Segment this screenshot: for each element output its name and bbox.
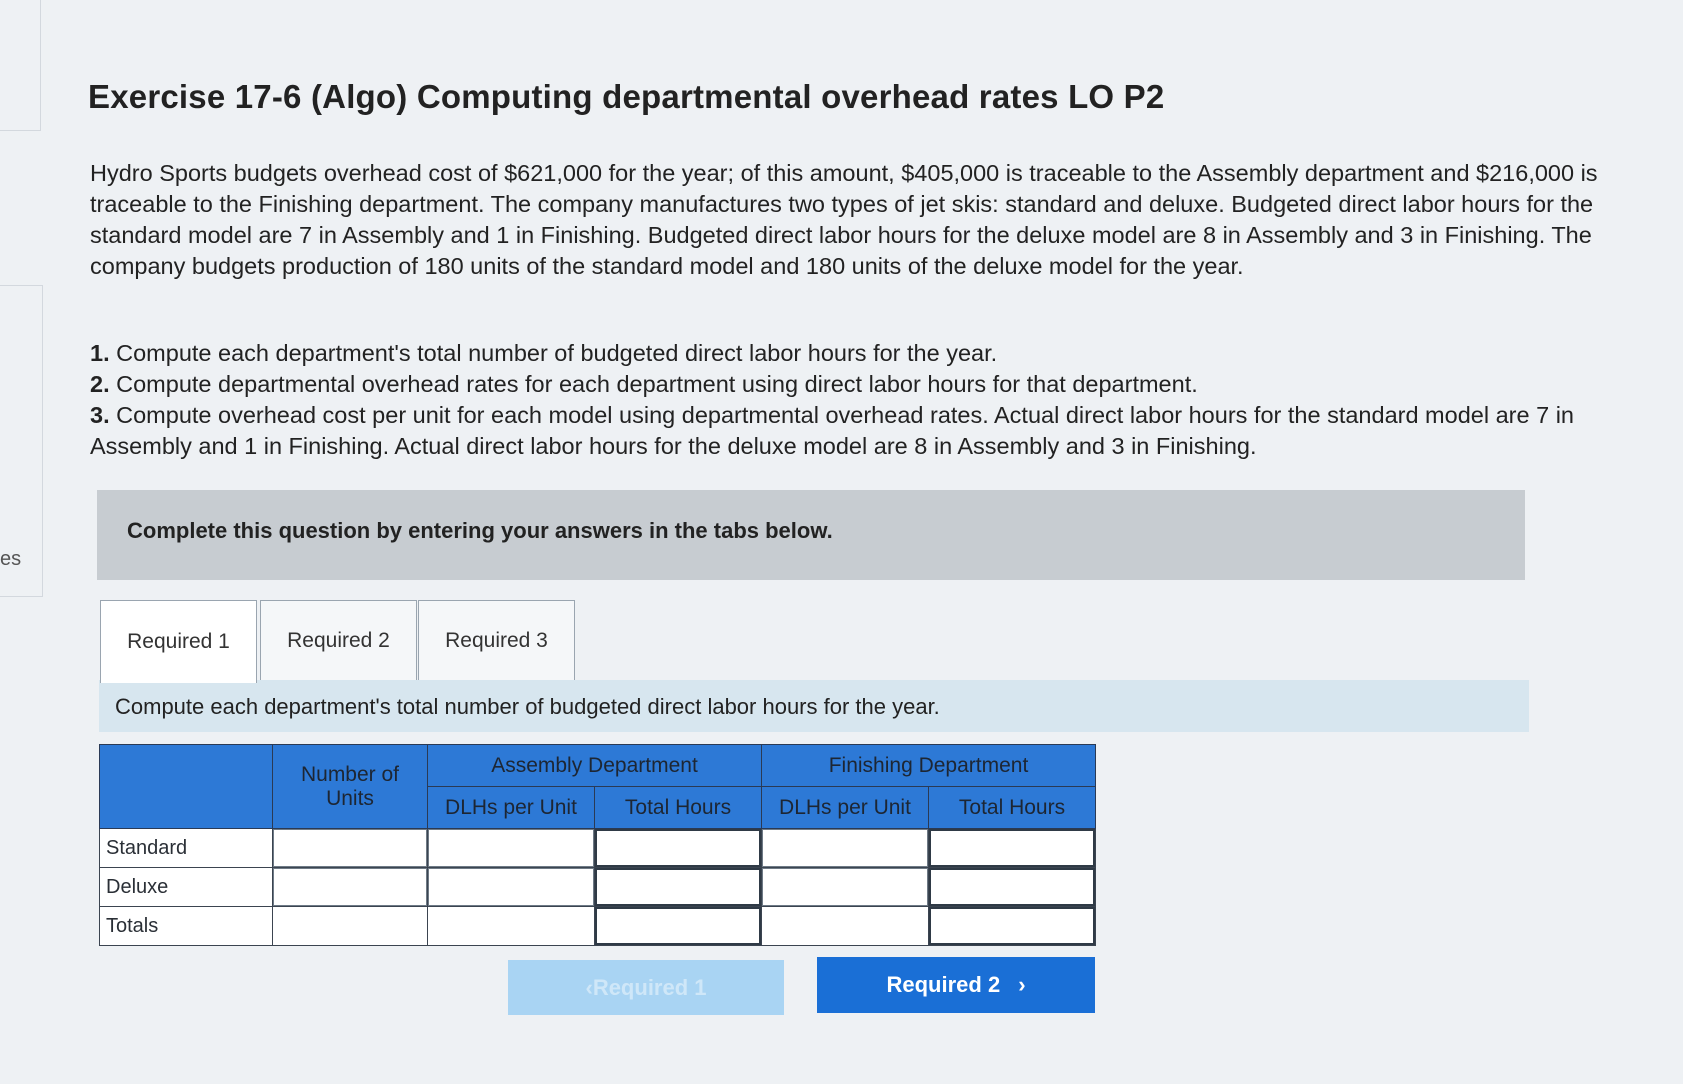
tab-required-3[interactable]: Required 3 — [418, 600, 575, 681]
row-label: Deluxe — [100, 868, 273, 907]
standard-finishing-total-cell — [929, 829, 1096, 868]
standard-units-cell — [273, 829, 428, 868]
requirement-text: Compute overhead cost per unit for each model using departmental overhead rates. Actual direct labor hours for the standard model are 7 in Assembly and 1 in Finishing. Actual direct labor hours for the deluxe model are 8 in Assembly and 3 in Finishing. — [90, 402, 1574, 459]
deluxe-assembly-dlh-cell — [428, 868, 595, 907]
requirement-number: 2. — [90, 371, 110, 397]
deluxe-units-cell — [273, 868, 428, 907]
totals-finishing-total-input[interactable] — [929, 907, 1095, 945]
chevron-left-icon: ‹ — [585, 974, 593, 1000]
standard-finishing-total-input[interactable] — [929, 829, 1095, 867]
standard-assembly-dlh-cell — [428, 829, 595, 868]
finishing-header: Finishing Department — [762, 745, 1096, 787]
banner-text: Complete this question by entering your answers in the tabs below. — [127, 518, 833, 543]
requirements-list — [90, 338, 1650, 462]
next-button[interactable] — [817, 957, 1095, 1013]
standard-assembly-total-input[interactable] — [595, 829, 761, 867]
totals-finishing-dlh-cell — [762, 907, 929, 946]
standard-assembly-total-cell — [595, 829, 762, 868]
tab-instruction — [99, 680, 1529, 732]
chevron-right-icon: › — [1018, 972, 1026, 997]
deluxe-finishing-dlh-cell — [762, 868, 929, 907]
requirement-item — [90, 369, 1650, 400]
standard-finishing-dlh-input[interactable] — [762, 829, 928, 867]
instructions-banner — [97, 490, 1525, 580]
deluxe-units-input[interactable] — [273, 868, 427, 906]
assembly-header: Assembly Department — [428, 745, 762, 787]
totals-finishing-total-cell — [929, 907, 1096, 946]
requirement-item — [90, 338, 1650, 369]
requirement-item — [90, 400, 1650, 462]
assembly-total-header: Total Hours — [595, 787, 762, 829]
tab-required-2[interactable]: Required 2 — [260, 600, 417, 681]
totals-assembly-total-cell — [595, 907, 762, 946]
finishing-total-header: Total Hours — [929, 787, 1096, 829]
requirement-number: 3. — [90, 402, 110, 428]
deluxe-assembly-total-input[interactable] — [595, 868, 761, 906]
exercise-title: Exercise 17-6 (Algo) Computing departmental overhead rates LO P2 — [88, 78, 1165, 115]
standard-finishing-dlh-cell — [762, 829, 929, 868]
table-row-totals — [100, 907, 1096, 946]
row-label: Totals — [100, 907, 273, 946]
row-label: Standard — [100, 829, 273, 868]
totals-assembly-dlh-cell — [428, 907, 595, 946]
side-panel-frame — [0, 0, 41, 131]
tab-required-1[interactable]: Required 1 — [100, 600, 257, 683]
requirement-text: Compute departmental overhead rates for each department using direct labor hours for that department. — [116, 371, 1198, 397]
corner-header — [100, 745, 273, 829]
deluxe-finishing-dlh-input[interactable] — [762, 868, 928, 906]
problem-text: Hydro Sports budgets overhead cost of $621,000 for the year; of this amount, $405,000 is traceable to the Assembly department and $216,000 is traceable to the Finishing department. The company manufactures two types of jet skis: standard and deluxe. Budgeted direct labor hours for the standard model are 7 in Assembly and 1 in Finishing. Budgeted direct labor hours for the deluxe model are 8 in Assembly and 3 in Finishing. The company budgets production of 180 units of the standard model and 180 units of the deluxe model for the year. — [90, 160, 1598, 279]
deluxe-assembly-dlh-input[interactable] — [428, 868, 594, 906]
previous-button — [508, 960, 784, 1015]
next-button-label: Required 2 — [886, 972, 1001, 997]
totals-assembly-total-input[interactable] — [595, 907, 761, 945]
standard-assembly-dlh-input[interactable] — [428, 829, 594, 867]
instruction-text: Compute each department's total number of budgeted direct labor hours for the year. — [115, 694, 940, 719]
units-header: Number of Units — [273, 745, 428, 829]
deluxe-assembly-total-cell — [595, 868, 762, 907]
totals-units-cell — [273, 907, 428, 946]
side-panel-text: es — [0, 548, 22, 570]
standard-units-input[interactable] — [273, 829, 427, 867]
finishing-dlh-header: DLHs per Unit — [762, 787, 929, 829]
deluxe-finishing-total-cell — [929, 868, 1096, 907]
assembly-dlh-header: DLHs per Unit — [428, 787, 595, 829]
requirement-number: 1. — [90, 340, 110, 366]
deluxe-finishing-total-input[interactable] — [929, 868, 1095, 906]
previous-button-label: Required 1 — [592, 974, 707, 1000]
requirement-text: Compute each department's total number of budgeted direct labor hours for the year. — [116, 340, 998, 366]
tab-bar — [100, 600, 1525, 683]
labor-hours-table — [99, 744, 1096, 946]
table-row-deluxe — [100, 868, 1096, 907]
table-row-standard — [100, 829, 1096, 868]
